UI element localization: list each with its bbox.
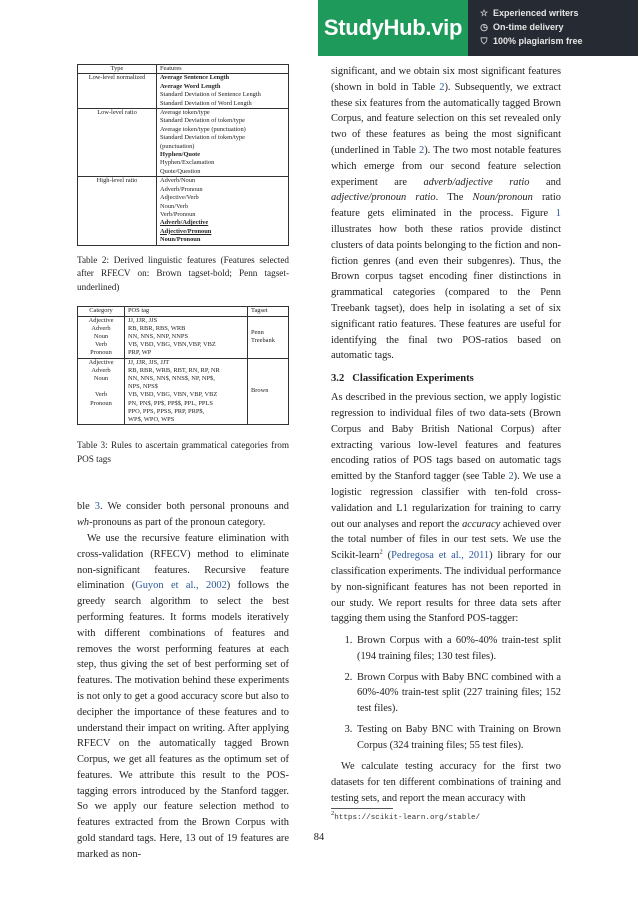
category-label: Adjective [88,316,114,324]
category-label: Pronoun [90,349,112,357]
list-item: 2. Brown Corpus with Baby BNC combined with a 60%-40% train-test split (227 training files; 152 test files). [355,670,561,716]
table-2-header-type: Type [78,65,157,74]
feature-name: Standard Deviation of Sentence Length [160,91,261,99]
pos-tags: VB, VBD, VBG, VBN,VBP, VBZ [128,341,216,349]
table-3-caption: Table 3: Rules to ascertain grammatical categories from POS tags [77,440,289,464]
table-row [78,74,289,109]
feature-type-cell: Low-level ratio [78,109,157,177]
table-2 [77,64,289,246]
features-cell [157,109,289,177]
banner-feature-item [478,34,583,48]
left-body-text [77,499,289,862]
page-number: 84 [313,832,325,843]
footnote-marker[interactable]: 2 [379,548,383,556]
feature-name: Adverb/Noun [160,177,196,185]
left-column [77,64,289,863]
feature-name: Noun/Pronoun [160,236,201,244]
banner-feature-text: On-time delivery [493,22,564,32]
citation-link[interactable]: Guyon et al., 2002 [135,580,227,592]
pos-tag-cell [125,316,248,358]
category-label: Noun [93,374,109,382]
table-ref-link[interactable]: 2 [439,81,445,93]
category-label: Adverb [91,366,111,374]
list-item: 3. Testing on Baby BNC with Training on Brown Corpus (324 training files; 55 test files). [355,722,561,753]
features-cell [157,74,289,109]
list-item: 1. Brown Corpus with a 60%-40% train-test split (194 training files; 130 test files). [355,633,561,664]
category-label: Verb [94,391,108,399]
feature-name: Quote/Question [160,167,201,175]
category-label: Noun [93,332,109,340]
category-cell [78,358,125,425]
footnote-divider [331,808,393,809]
right-column [331,64,561,824]
star-icon: ☆ [479,8,489,18]
category-label: Adverb [91,324,111,332]
category-label: Pronoun [90,399,112,407]
feature-name: Standard Deviation of Word Length [160,99,252,107]
right-body-text-3 [331,759,561,806]
features-cell [157,177,289,245]
footnote: $^2$https://scikit-learn.org/stable/ [331,810,481,823]
pos-tag-cell [125,358,248,425]
table-2-header-features: Features [157,65,289,74]
paragraph: We calculate testing accuracy for the first two datasets for ten different combinations of training and testing sets, and report the mean accuracy with [331,760,561,804]
table-ref-link[interactable]: 2 [508,471,514,483]
pos-tags: NN, NNS, NN$, NNS$, NP, NP$, NPS, NPS$ [128,374,215,391]
banner-feature-item [478,20,583,34]
table-3-header-tagset: Tagset [248,307,289,316]
feature-name: Hyphen/Quote [160,151,201,159]
paragraph: We use the recursive feature elimination with cross-validation (RFECV) method to eliminate non-significant features. Recursive feature elimination (Guyon et al., 2002) follows the greedy search algorithm to select the best performing features. It forms models iteratively with different combinations of features and removes the worst performing features at each step, thus giving the set of best performing set of features. The motivation behind these experiments is not only to get a good accuracy score but also to decipher the importance of these features and to understand their impact on writing. After applying RFECV on the automatically tagged Brown Corpus, we get all features as the optimum set of features. We attribute this result to the POS-tagging errors introduced by the Stanford tagger. So we apply our feature selection method to features extracted from the Brown Corpus with gold standard tags. Here, 13 out of 19 features are marked as non- [77,532,289,860]
table-3-body [78,316,289,425]
feature-name: Average Word Length [160,82,221,90]
pos-tags: NN, NNS, NNP, NNPS [128,332,189,340]
banner-feature-item [478,6,583,20]
category-cell [78,316,125,358]
table-row [78,358,289,425]
pos-tags: PN, PN$, PP$, PP$$, PPL, PPLS PPO, PPS, PPSS, PRP, PRP$, WP$, WPO, WPS [128,399,213,423]
table-2-body [78,74,289,245]
feature-type-cell: High-level ratio [78,177,157,245]
pos-tags: PRP, WP [128,349,152,357]
table-row [78,316,289,358]
pos-tags: RB, RBR, RBS, WRB [128,324,186,332]
experiment-list [331,633,561,753]
feature-name: Noun/Verb [160,202,189,210]
feature-name: Adverb/Adjective [160,219,209,227]
paragraph: As described in the previous section, we apply logistic regression to individual files of two data-sets (Brown Corpus and Baby British National Corpus) after extracting various low-level features and features encoding ratios of POS tags based on automatic tags emitted by the Stanford tagger (see Table 2). We use a logistic regression classifier with ten-fold cross-validation and L1 regularization for training to carry out our analyses and report the accuracy achieved over the total number of files in our test sets. We use the Scikit-learn$^2$ (Pedregosa et al., 2011) library for our classification experiments. The individual performance by non-significant features has not been reported in our study. We report results for three data sets after tagging them using the Stanford POS-tagger: [331,392,561,625]
feature-name: Verb/Pronoun [160,210,196,218]
feature-name: Adverb/Pronoun [160,185,203,193]
table-row [78,177,289,245]
pos-tags: VB, VBD, VBG, VBN, VBP, VBZ [128,391,218,399]
banner-feature-text: Experienced writers [493,8,579,18]
pos-tags: RB, RBR, WRB, RBT, RN, RP, NR [128,366,220,374]
category-label: Verb [94,341,108,349]
table-3-header-pos: POS tag [125,307,248,316]
footnote-url[interactable]: https://scikit-learn.org/stable/ [334,814,481,823]
banner-logo[interactable]: StudyHub.vip [318,0,468,56]
feature-type-cell: Low-level normalized [78,74,157,109]
paragraph: ble 3. We consider both personal pronouns and wh-pronouns as part of the pronoun category. [77,501,289,529]
table-2-caption: Table 2: Derived linguistic features (Features selected after RFECV on: Brown tagset-bold; Penn tagset-underlined) [77,254,289,292]
shield-icon: ⛉ [480,36,488,46]
paragraph: significant, and we obtain six most significant features (shown in bold in Table 2). Subsequently, we extract these six features from the automatically tagged Brown Corpus, and feature selection on this set revealed only two of these features as being the most significant (underlined in Table 2). The two most notable features which emerge from our second feature selection experiment are adverb/adjective ratio and adjective/pronoun ratio. The Noun/pronoun ratio feature gets eliminated in the process. Figure 1 illustrates how both these ratios provide distinct clusters of data points belonging to the fiction and non-fiction genres (and even their subgenres). Thus, the Brown corpus tagset encoding finer distinctions in grammatical categories (compared to the Penn Treebank tagset), does help in isolating a set of six significant ratio features. These features are useful for identifying the final two POS-ratios based on automatic tags. [331,66,562,362]
feature-name: Adjective/Pronoun [160,227,212,235]
feature-name: Average token/type (punctuation) [160,125,246,133]
feature-name: Adjective/Verb [160,194,199,202]
pos-tags: JJ, JJR, JJS, JJT [128,358,170,366]
feature-name: (punctuation) [160,142,195,150]
feature-name: Standard Deviation of token/type [160,134,246,142]
ad-banner[interactable] [318,0,638,56]
tagset-cell: Brown [248,358,289,425]
table-ref-link[interactable]: 2 [419,144,425,156]
table-row [78,109,289,177]
banner-feature-text: 100% plagiarism free [493,36,583,46]
tagset-cell: Penn Treebank [248,316,289,358]
feature-name: Average token/type [160,109,210,117]
right-body-text [331,64,561,364]
banner-features [478,6,583,48]
table-3 [77,306,289,425]
feature-name: Hyphen/Exclamation [160,159,215,167]
table-3-header-category: Category [78,307,125,316]
clock-icon: ◷ [480,22,488,32]
table-ref-link[interactable]: 3 [94,501,100,513]
pos-tags: JJ, JJR, JJS [128,316,158,324]
section-heading: 3.2 Classification Experiments [331,373,474,385]
feature-name: Average Sentence Length [160,74,230,82]
figure-ref-link[interactable]: 1 [555,208,561,220]
feature-name: Standard Deviation of token/type [160,117,246,125]
right-body-text-2 [331,390,561,627]
category-label: Adjective [88,358,114,366]
citation-link[interactable]: Pedregosa et al., 2011 [391,550,490,562]
